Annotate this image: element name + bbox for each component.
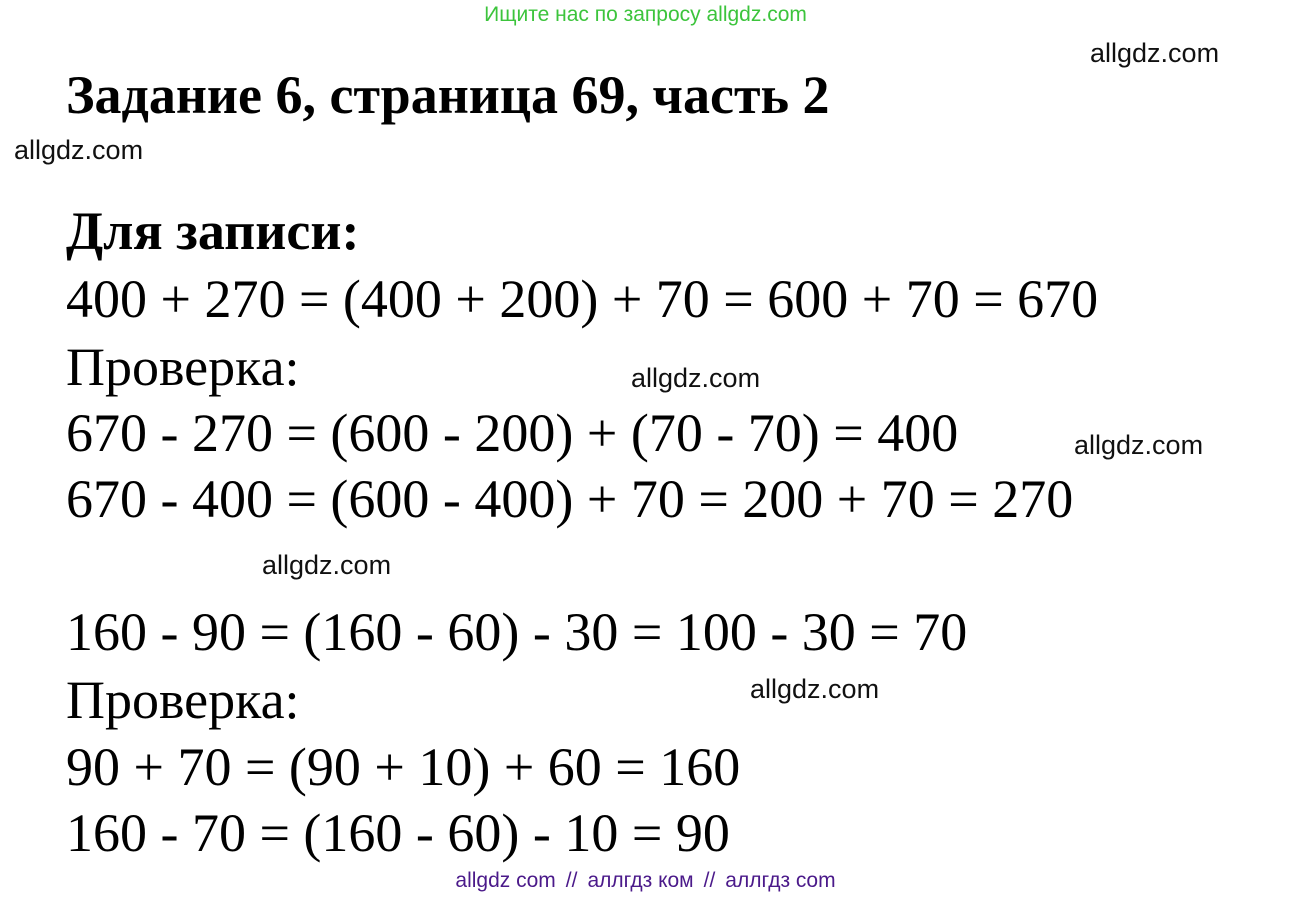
page-title: Задание 6, страница 69, часть 2 xyxy=(66,65,830,125)
check-label: Проверка: xyxy=(66,670,300,730)
equation-line: 160 - 70 = (160 - 60) - 10 = 90 xyxy=(66,803,730,863)
equation-line: 670 - 400 = (600 - 400) + 70 = 200 + 70 = 270 xyxy=(66,469,1074,529)
watermark: allgdz.com xyxy=(631,363,761,393)
section-heading: Для записи: xyxy=(66,201,360,261)
watermark: allgdz.com xyxy=(1074,430,1204,460)
footer xyxy=(0,869,1291,893)
check-label: Проверка: xyxy=(66,337,300,397)
footer-link[interactable]: allgdz com xyxy=(455,869,556,892)
equation-line: 670 - 270 = (600 - 200) + (70 - 70) = 400 xyxy=(66,403,959,463)
watermark: allgdz.com xyxy=(262,550,392,580)
watermark: allgdz.com xyxy=(14,135,144,165)
footer-link[interactable]: аллгдз ком xyxy=(587,869,694,892)
equation-line: 400 + 270 = (400 + 200) + 70 = 600 + 70 = 670 xyxy=(66,269,1099,329)
footer-separator: // xyxy=(565,869,578,892)
watermark: allgdz.com xyxy=(1090,38,1220,68)
footer-link[interactable]: аллгдз com xyxy=(725,869,836,892)
watermark: allgdz.com xyxy=(750,674,880,704)
footer-separator: // xyxy=(703,869,716,892)
top-banner: Ищите нас по запросу allgdz.com xyxy=(484,3,807,26)
equation-line: 160 - 90 = (160 - 60) - 30 = 100 - 30 = 70 xyxy=(66,602,968,662)
equation-line: 90 + 70 = (90 + 10) + 60 = 160 xyxy=(66,737,741,797)
